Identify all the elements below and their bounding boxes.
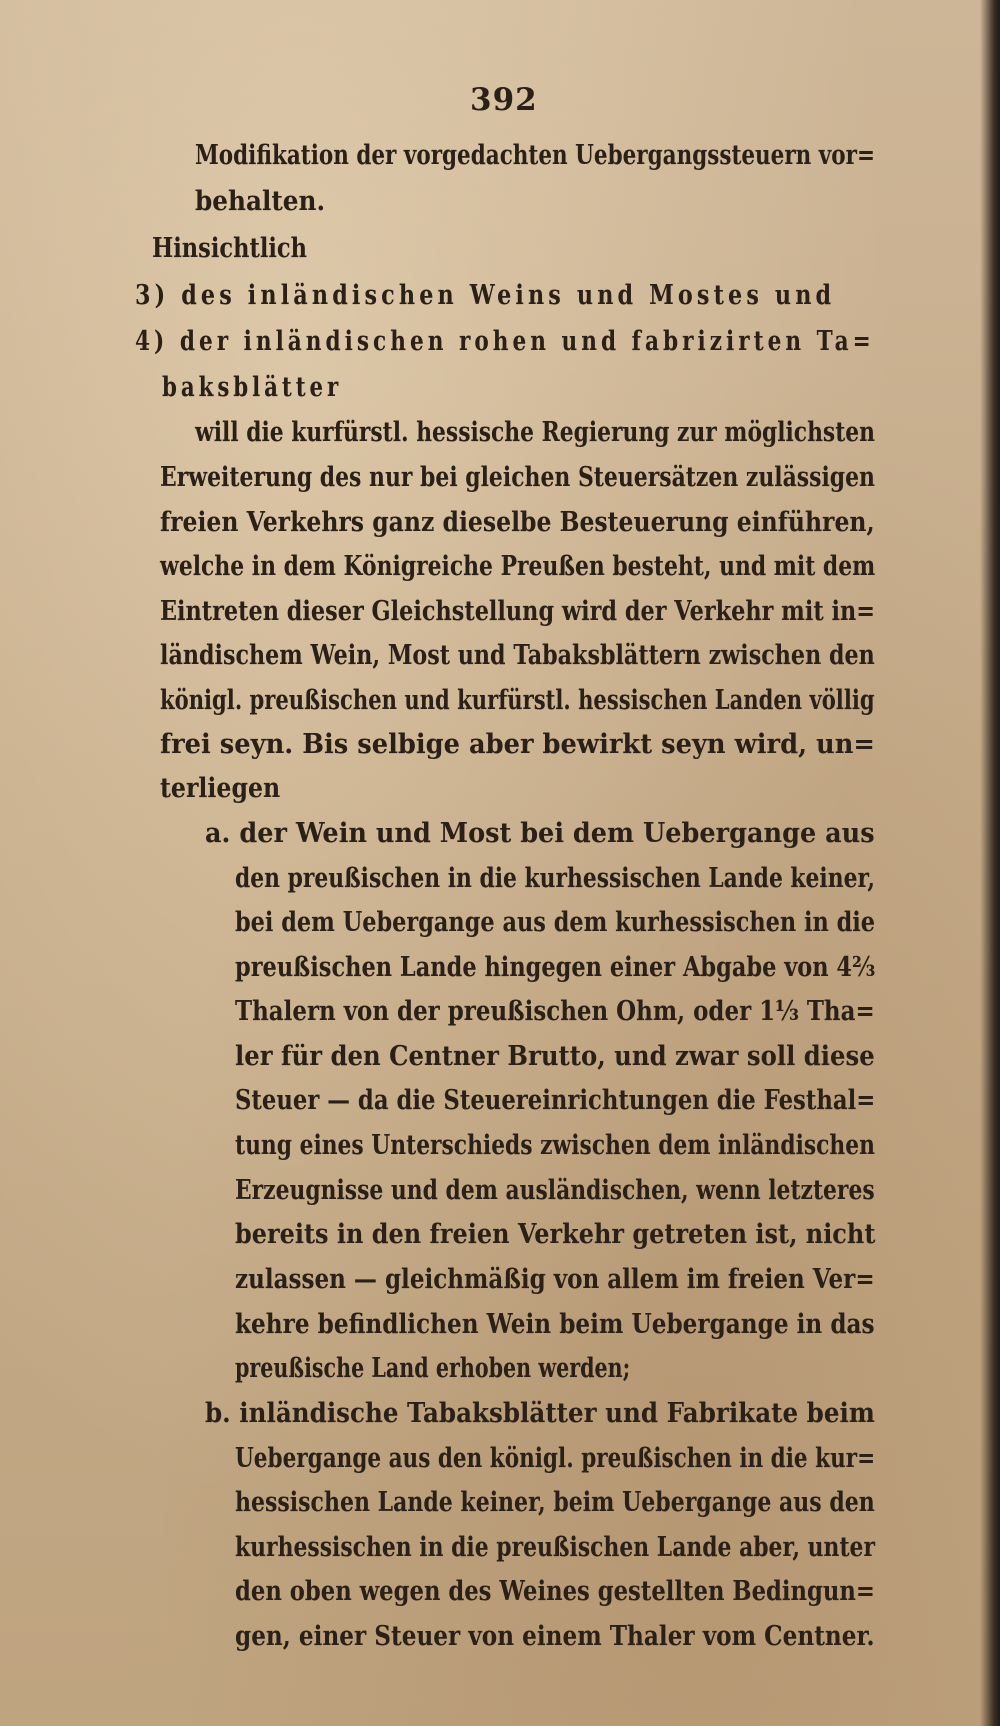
text-line: Erweiterung des nur bei gleichen Steuersätzen zulässigen — [160, 462, 875, 493]
text-line: terliegen — [160, 773, 281, 804]
text-line: kurhessischen in die preußischen Lande aber, unter — [235, 1532, 875, 1563]
page-number: 392 — [470, 82, 538, 118]
text-line: preußischen Lande hingegen einer Abgabe von 4⅔ — [235, 952, 876, 983]
page-edge-shadow — [980, 0, 1000, 1726]
text-line: bereits in den freien Verkehr getreten ist, nicht — [235, 1219, 876, 1250]
text-line: ländischem Wein, Most und Tabaksblättern zwischen den — [160, 640, 875, 671]
text-line: 3) des inländischen Weins und Mostes und — [135, 280, 836, 311]
text-line: freien Verkehrs ganz dieselbe Besteuerung einführen, — [160, 507, 875, 538]
text-line: welche in dem Königreiche Preußen besteht, und mit dem — [160, 551, 876, 582]
text-line: preußische Land erhoben werden; — [235, 1353, 631, 1384]
text-line: Uebergange aus den königl. preußischen in die kur= — [235, 1443, 876, 1474]
text-line: Thalern von der preußischen Ohm, oder 1⅓ Tha= — [235, 996, 875, 1027]
text-line: den preußischen in die kurhessischen Lande keiner, — [235, 863, 875, 894]
text-line: bei dem Uebergange aus dem kurhessischen in die — [235, 907, 876, 938]
text-line: zulassen — gleichmäßig von allem im freien Ver= — [235, 1264, 875, 1295]
text-line: ler für den Centner Brutto, und zwar soll diese — [235, 1041, 875, 1072]
text-line: behalten. — [195, 186, 326, 217]
text-line: 4) der inländischen rohen und fabrizirten Ta= — [135, 326, 875, 357]
text-line: königl. preußischen und kurfürstl. hessischen Landen völlig — [160, 685, 875, 716]
text-line: gen, einer Steuer von einem Thaler vom Centner. — [235, 1621, 875, 1652]
text-line: Modifikation der vorgedachten Uebergangssteuern vor= — [195, 140, 875, 171]
text-line: will die kurfürstl. hessische Regierung zur möglichsten — [195, 417, 876, 448]
text-line: hessischen Lande keiner, beim Uebergange aus den — [235, 1487, 875, 1518]
text-line: Hinsichtlich — [152, 233, 307, 264]
text-line: b. inländische Tabaksblätter und Fabrikate beim — [205, 1398, 875, 1429]
text-line: frei seyn. Bis selbige aber bewirkt seyn wird, un= — [160, 729, 876, 760]
text-line: tung eines Unterschieds zwischen dem inländischen — [235, 1130, 875, 1161]
text-line: Erzeugnisse und dem ausländischen, wenn letzteres — [235, 1175, 875, 1206]
text-line: Eintreten dieser Gleichstellung wird der Verkehr mit in= — [160, 596, 875, 627]
text-line: den oben wegen des Weines gestellten Bedingun= — [235, 1576, 875, 1607]
text-line: kehre befindlichen Wein beim Uebergange in das — [235, 1309, 875, 1340]
text-line: a. der Wein und Most bei dem Uebergange aus — [205, 818, 875, 849]
text-line: Steuer — da die Steuereinrichtungen die Festhal= — [235, 1085, 876, 1116]
text-line: baksblätter — [162, 372, 343, 403]
